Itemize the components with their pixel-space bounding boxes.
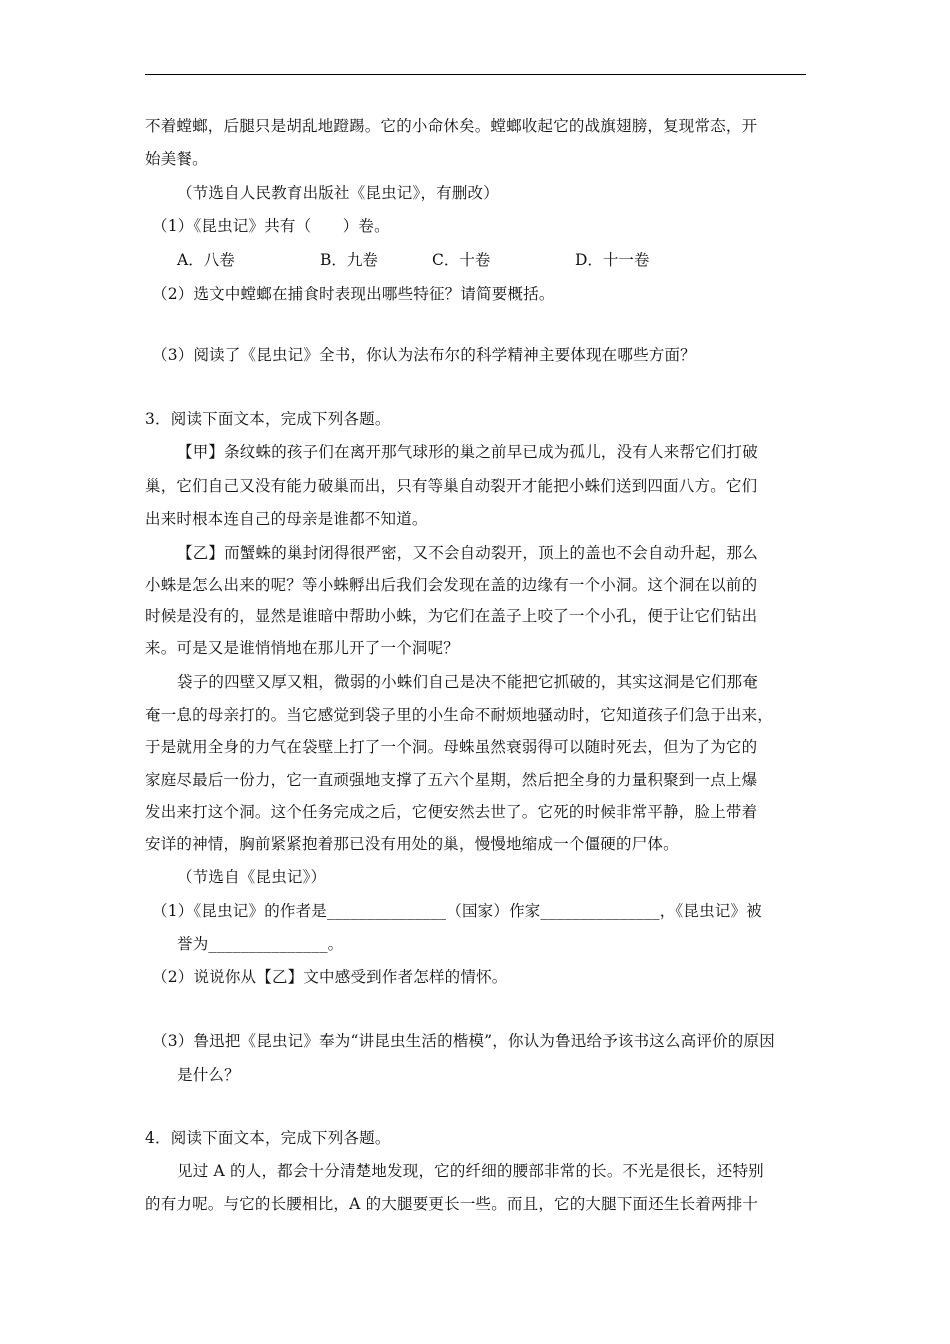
option-d: D．十一卷: [575, 251, 650, 269]
paragraph-line: 巢，它们自己又没有能力破巢而出，只有等巢自动裂开才能把小蛛们送到四面八方。它们: [145, 477, 758, 495]
paragraph-line: 来。可是又是谁悄悄地在那儿开了一个洞呢？: [145, 639, 460, 657]
option-a: A．八卷: [177, 251, 235, 269]
paragraph-line: 【乙】而蟹蛛的巢封闭得很严密，又不会自动裂开，顶上的盖也不会自动升起，那么: [177, 544, 758, 562]
paragraph-line: 发出来打这个洞。这个任务完成之后，它便安然去世了。它死的时候非常平静，脸上带着: [145, 803, 758, 821]
question-3-3: （3）鲁迅把《昆虫记》奉为“讲昆虫生活的楷模”，你认为鲁迅给予该书这么高评价的原因: [152, 1032, 775, 1050]
paragraph-line: 于是就用全身的力气在袋壁上打了一个洞。母蛛虽然衰弱得可以随时死去，但为了为它的: [145, 738, 758, 756]
paragraph-line: 家庭尽最后一份力，它一直顽强地支撑了五六个星期，然后把全身的力量积聚到一点上爆: [145, 771, 758, 789]
option-c: C．十卷: [432, 251, 491, 269]
paragraph-line: 不着螳螂，后腿只是胡乱地蹬踢。它的小命休矣。螳螂收起它的战旗翅膀，复现常态，开: [145, 117, 758, 135]
paragraph-line: 【甲】条纹蛛的孩子们在离开那气球形的巢之前早已成为孤儿，没有人来帮它们打破: [177, 443, 758, 461]
paragraph-line: 袋子的四壁又厚又粗，微弱的小蛛们自己是决不能把它抓破的，其实这洞是它们那奄: [177, 673, 758, 691]
option-b: B．九卷: [320, 251, 378, 269]
question-3-1: （1）《昆虫记》的作者是_______________（国家）作家_______________，《昆虫记》被: [152, 902, 762, 920]
section-4-heading: 4．阅读下面文本，完成下列各题。: [145, 1129, 391, 1147]
paragraph-line: 出来时根本连自己的母亲是谁都不知道。: [145, 510, 428, 528]
source-note: （节选自人民教育出版社《昆虫记》，有删改）: [177, 184, 499, 202]
question-3-2: （2）说说你从【乙】文中感受到作者怎样的情怀。: [152, 968, 508, 986]
paragraph-line: 的有力呢。与它的长腰相比，A 的大腿要更长一些。而且，它的大腿下面还生长着两排十: [145, 1195, 759, 1213]
paragraph-line: 安详的神情，胸前紧紧抱着那已没有用处的巢，慢慢地缩成一个僵硬的尸体。: [145, 835, 679, 853]
question-3-1-cont: 誉为_______________。: [177, 935, 344, 953]
question-3: （3）阅读了《昆虫记》全书，你认为法布尔的科学精神主要体现在哪些方面？: [152, 346, 696, 364]
source-note: （节选自《昆虫记》）: [177, 868, 327, 886]
question-2: （2）选文中螳螂在捕食时表现出哪些特征？请简要概括。: [152, 285, 555, 303]
section-3-heading: 3．阅读下面文本，完成下列各题。: [145, 410, 391, 428]
paragraph-line: 奄一息的母亲打的。当它感觉到袋子里的小生命不耐烦地骚动时，它知道孩子们急于出来，: [145, 706, 774, 724]
header-rule: [145, 74, 806, 75]
question-3-3-cont: 是什么？: [177, 1066, 240, 1084]
paragraph-line: 时候是没有的，显然是谁暗中帮助小蛛，为它们在盖子上咬了一个小孔，便于让它们钻出: [145, 607, 758, 625]
paragraph-line: 见过 A 的人，都会十分清楚地发现，它的纤细的腰部非常的长。不光是很长，还特别: [177, 1162, 764, 1180]
question-1: （1）《昆虫记》共有（ ）卷。: [152, 217, 390, 235]
paragraph-line: 小蛛是怎么出来的呢？等小蛛孵出后我们会发现在盖的边缘有一个小洞。这个洞在以前的: [145, 576, 758, 594]
paragraph-line: 始美餐。: [145, 150, 208, 168]
